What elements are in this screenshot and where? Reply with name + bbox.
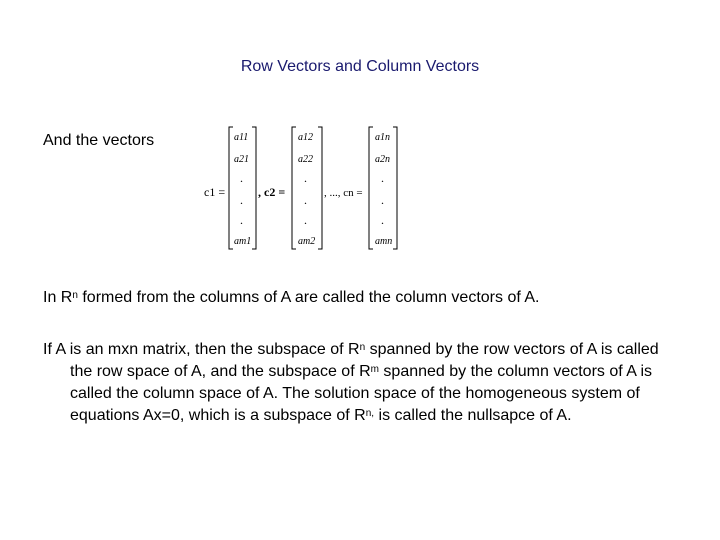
- superscript: m: [370, 364, 379, 375]
- left-bracket: [369, 127, 373, 249]
- slide-title: Row Vectors and Column Vectors: [240, 58, 480, 75]
- entry: .: [304, 213, 307, 227]
- entry: am1: [234, 236, 252, 247]
- text-run: In R: [43, 289, 73, 306]
- superscript: n: [72, 290, 78, 301]
- column-vectors-figure: [200, 120, 420, 260]
- superscript: n: [359, 342, 366, 353]
- matrix-column-n: [369, 127, 397, 249]
- matrix-column-1: [229, 127, 256, 249]
- entry: a12: [298, 132, 313, 143]
- entry: a21: [234, 154, 249, 165]
- label-c2: , c2 =: [258, 185, 286, 199]
- text-run: spanned by the row vectors of A is called the row space of A, and the subspace of R: [70, 341, 659, 380]
- entry: .: [381, 193, 384, 207]
- entry: am2: [298, 236, 316, 247]
- entry: .: [240, 193, 243, 207]
- entry: .: [240, 171, 243, 185]
- intro-text: And the vectors: [43, 132, 155, 149]
- left-bracket: [229, 127, 233, 249]
- left-bracket: [292, 127, 296, 249]
- paragraph-definitions: [43, 339, 683, 427]
- entry: a1n: [375, 132, 390, 143]
- paragraph-column-vectors: [43, 287, 683, 309]
- text-run: is called the nullsapce of A.: [374, 407, 572, 424]
- label-c1: c1 =: [204, 185, 226, 199]
- entry: a2n: [375, 154, 390, 165]
- entry: .: [240, 213, 243, 227]
- right-bracket: [393, 127, 397, 249]
- right-bracket: [318, 127, 322, 249]
- entry: .: [304, 171, 307, 185]
- right-bracket: [252, 127, 256, 249]
- entry: a22: [298, 154, 313, 165]
- label-cn: , ..., cn =: [324, 187, 363, 199]
- matrix-column-2: [292, 127, 322, 249]
- text-run: If A is an mxn matrix, then the subspace of R: [43, 341, 360, 358]
- text-run: spanned by the column vectors of A is called the column space of A. The solution space of the homogeneous system of equations Ax=0, which is a subspace of R: [70, 363, 653, 424]
- entry: .: [304, 193, 307, 207]
- entry: .: [381, 213, 384, 227]
- entry: .: [381, 171, 384, 185]
- entry: amn: [375, 236, 393, 247]
- entry: a11: [234, 132, 249, 143]
- text-run: formed from the columns of A are called the column vectors of A.: [77, 289, 540, 306]
- superscript: n,: [365, 408, 375, 419]
